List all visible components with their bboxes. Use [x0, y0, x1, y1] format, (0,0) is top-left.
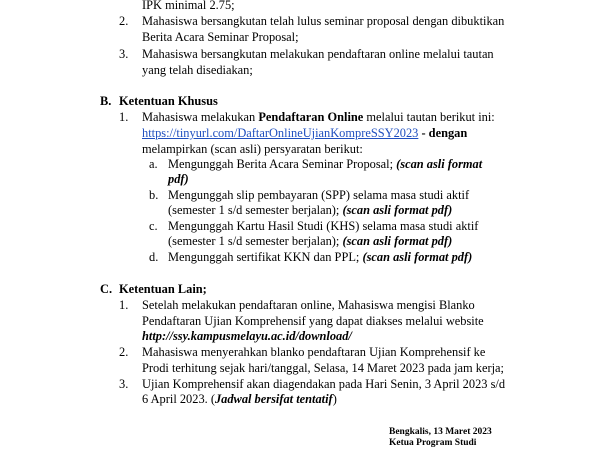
section-b-item1-bold: Pendaftaran Online [258, 110, 364, 124]
subitem-b-line2 [168, 203, 452, 219]
general-item3-line1: Mahasiswa bersangkutan melakukan pendaftaran online melalui tautan [142, 47, 494, 61]
section-c-item3-line1: Ujian Komprehensif akan diagendakan pada Hari Senin, 3 April 2023 s/d [142, 377, 506, 391]
section-c-item2-line2: Prodi terhitung sejak hari/tanggal, Selasa, 14 Maret 2023 pada jam kerja; [142, 361, 504, 375]
section-c-item1-line1: Setelah melakukan pendaftaran online, Mahasiswa mengisi Blanko [142, 298, 475, 312]
signature-title: Ketua Program Studi [389, 438, 477, 448]
general-item2-line2: Berita Acara Seminar Proposal; [142, 30, 299, 44]
subitem-a-letter: a. [149, 157, 158, 171]
section-c-item3-end: ) [332, 392, 337, 406]
section-b-item1-pre: Mahasiswa melakukan [142, 110, 259, 124]
section-b-item1-line2 [142, 126, 467, 142]
subitem-c-letter: c. [149, 219, 158, 233]
section-c-item1-line2: Pendaftaran Ujian Komprehensif yang dapat diakses melalui website [142, 314, 484, 328]
section-c-letter: C. [100, 282, 113, 296]
subitem-b-line1: Mengunggah slip pembayaran (SPP) selama masa studi aktif [168, 188, 470, 202]
section-b-item1-post: melalui tautan berikut ini: [363, 110, 495, 124]
section-b-item1-line1 [142, 110, 495, 126]
subitem-a-line1 [168, 157, 482, 173]
subitem-d-emphasis: (scan asli format pdf) [362, 250, 473, 264]
registration-link[interactable]: https://tinyurl.com/DaftarOnlineUjianKompreSSY2023 [142, 126, 419, 140]
subitem-c-line1: Mengunggah Kartu Hasil Studi (KHS) selama masa studi aktif [168, 219, 479, 233]
subitem-c-line2 [168, 234, 452, 250]
general-item2-line1: Mahasiswa bersangkutan telah lulus seminar proposal dengan dibuktikan [142, 14, 505, 28]
section-b-letter: B. [100, 94, 112, 108]
section-c-item2-line1: Mahasiswa menyerahkan blanko pendaftaran Ujian Komprehensif ke [142, 345, 486, 359]
subitem-c-emphasis: (scan asli format pdf) [342, 234, 453, 248]
section-b-item1-number: 1. [119, 110, 129, 124]
section-c-heading: Ketentuan Lain; [119, 282, 207, 296]
section-c-item3-line2 [142, 392, 337, 408]
section-c-item3-emphasis: Jadwal bersifat tentatif [214, 392, 333, 406]
section-b-heading: Ketentuan Khusus [119, 94, 218, 108]
subitem-d-text: Mengunggah sertifikat KKN dan PPL; [168, 250, 363, 264]
subitem-a-line2: pdf) [168, 172, 189, 186]
subitem-d-line1 [168, 250, 472, 266]
section-b-item1-line3: melampirkan (scan asli) persyaratan berikut: [142, 142, 363, 156]
subitem-d-letter: d. [149, 250, 159, 264]
general-item1-tail: IPK minimal 2.75; [142, 0, 235, 12]
subitem-a-emphasis: (scan asli format [396, 157, 483, 171]
section-c-item1-number: 1. [119, 298, 129, 312]
section-c-item2-number: 2. [119, 345, 129, 359]
subitem-c-text: (semester 1 s/d semester berjalan); [168, 234, 343, 248]
subitem-a-text: Mengunggah Berita Acara Seminar Proposal; [168, 157, 397, 171]
section-c-item3-number: 3. [119, 377, 129, 391]
subitem-b-emphasis: (scan asli format pdf) [342, 203, 453, 217]
section-b-link-post: - dengan [418, 126, 468, 140]
signature-place-date: Bengkalis, 13 Maret 2023 [389, 427, 492, 437]
download-link[interactable]: http://ssy.kampusmelayu.ac.id/download/ [142, 329, 352, 343]
subitem-b-text: (semester 1 s/d semester berjalan); [168, 203, 343, 217]
section-c-item3-text: 6 April 2023. ( [142, 392, 215, 406]
subitem-b-letter: b. [149, 188, 159, 202]
general-item3-line2: yang telah disediakan; [142, 63, 253, 77]
general-item2-number: 2. [119, 14, 129, 28]
general-item3-number: 3. [119, 47, 129, 61]
